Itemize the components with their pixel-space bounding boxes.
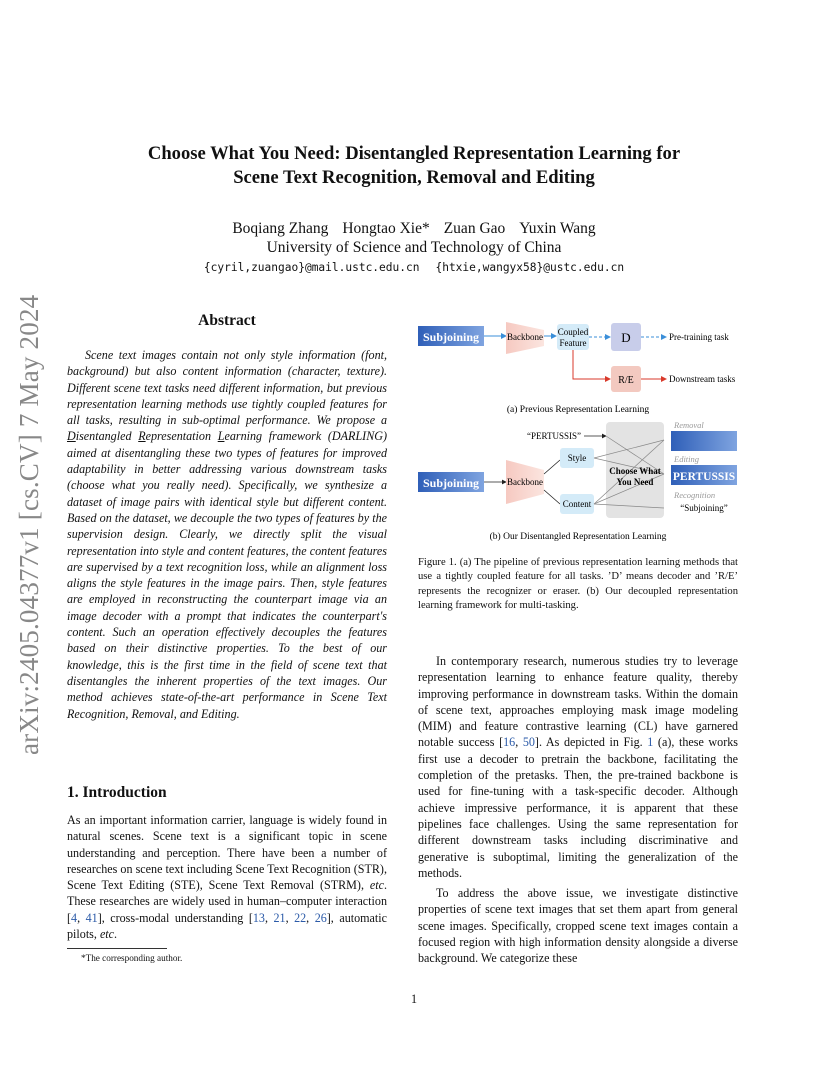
abstract-text-3: epresentation [145, 429, 218, 444]
citation-link[interactable]: 41 [85, 910, 98, 925]
prompt-label: “PERTUSSIS” [527, 431, 581, 441]
citation-link[interactable]: 26 [314, 910, 327, 925]
citation-link[interactable]: 16 [503, 735, 516, 750]
intro-text-3: ], cross-modal understanding [ [97, 910, 253, 925]
word-image-a-text: Subjoining [422, 330, 480, 344]
split-down [544, 490, 560, 504]
right-column-body [418, 653, 738, 967]
panel-a [418, 322, 736, 415]
recognition-output: “Subjoining” [680, 503, 728, 513]
email-2: {htxie,wangyx58}@ustc.edu.cn [435, 261, 625, 274]
style-label: Style [567, 453, 587, 463]
arxiv-stamp-container [12, 285, 48, 755]
subcaption-b: (b) Our Disentangled Representation Learning [489, 532, 667, 542]
acronym-d: D [67, 429, 76, 444]
choose-label-2: You Need [616, 477, 654, 487]
arrow-a5 [573, 350, 610, 379]
word-image-b-text: Subjoining [422, 476, 480, 490]
citation-link[interactable]: 21 [273, 910, 286, 925]
abstract-paragraph [67, 347, 387, 722]
split-up [544, 460, 560, 474]
right-paragraph-1: In contemporary research, numerous studies try to leverage representation learning to enhance feature quality, thereby improving performance in downstream tasks. Within the domain of scene text, approaches employing mask image modeling (MIM) and feature contrastive learning (CL) have garnered notable success [16, 50]. As depicted in Fig. 1 (a), these works first use a decoder to pretrain the backbone, facilitating the completion of the pretasks. Then, the pre-trained backbone is used for fine-tuning with a task-specific decoder. Although achieve impressive performance, it is apparent that these pipelines face challenges. Using the same representation for different downstream tasks including discriminative and generative is suboptimal, limiting the generalization of the methods. [418, 654, 738, 880]
footnote-rule [67, 948, 167, 949]
abstract-text-4: earning framework (DARLING) aimed at disentangling these two types of features for improved adaptability in better addressing various downstream tasks (choose what you really need). Specifically, we synthesize a dataset of image pairs with identical style but different content. Based on the dataset, we decouple the two types of features by the supervision design. Clearly, we directly split the visual representation into style and content features, the content features are supervised by a text recognition loss, while an alignment loss aligns the style features in the image pairs. Then, style features are employed in reconstructing the counterpart image via an image decoder with a prompt that indicates the counterpart's content. Such an operation effectively decouples the features based on their distinctive properties. To the best of our knowledge, this is the first time in the field of scene text that disentangles the inherent properties of the text images. Our method achieves state-of-the-art performance in Scene Text Recognition, Removal, and Editing. [67, 429, 388, 721]
author-3: Zuan Gao [443, 220, 506, 237]
intro-text-1: As an important information carrier, language is widely found in natural scenes. Scene text is a significant topic in scene understanding and perception. There have been a number of researches on scene text including Scene Text Recognition (STR), Scene Text Editing (STE), Scene Text Removal (STRM), [67, 813, 387, 893]
abstract-text-2: isentangled [75, 429, 139, 444]
abstract-body [67, 347, 387, 722]
coupled-label-2: Feature [559, 338, 587, 348]
figure-1-caption: Figure 1. (a) The pipeline of previous representation learning methods that use a tightly coupled feature for all tasks. ’D’ means decoder and ’R/E’ represents the recognizer or eraser. (b) Our decoupled representation learning framework for multi-tasking. [418, 557, 738, 611]
decoder-label: D [621, 330, 631, 345]
footnote: *The corresponding author. [81, 953, 183, 963]
recognition-label: Recognition [674, 490, 716, 500]
choose-label-1: Choose What [609, 466, 661, 476]
citation-sep: , [77, 910, 86, 925]
figure-1 [416, 318, 741, 546]
right-paragraph-2: To address the above issue, we investigate distinctive properties of scene text images that set them apart from general scene images. Specifically, cropped scene text images contain a focused region with high information density alongside a diverse background. We categorize these [418, 886, 738, 966]
subcaption-a: (a) Previous Representation Learning [506, 405, 650, 415]
citation-link[interactable]: 50 [522, 735, 535, 750]
backbone-a-label: Backbone [507, 332, 543, 342]
coupled-label-1: Coupled [557, 327, 589, 337]
paper-title [0, 142, 828, 190]
email-list [0, 260, 828, 276]
intro-text-5: . [114, 927, 118, 942]
right-text-1: In contemporary research, numerous studies try to leverage representation learning to enhance feature quality, thereby improving performance in downstream tasks. Within the domain of scene text, approaches employing mask image modeling (MIM) and feature contrastive learning (CL) have garnered notable success [ [418, 654, 738, 750]
pretrain-label: Pre-training task [669, 332, 729, 342]
section-heading-introduction: 1. Introduction [67, 784, 167, 801]
intro-etc-2: etc [99, 927, 115, 942]
backbone-b-label: Backbone [507, 477, 543, 487]
citation-link[interactable]: 4 [71, 910, 78, 925]
citation-link[interactable]: 22 [294, 910, 307, 925]
intro-etc-1: etc [369, 878, 384, 893]
editing-label: Editing [674, 454, 700, 464]
author-1: Boqiang Zhang [232, 220, 329, 237]
email-1: {cyril,zuangao}@mail.ustc.edu.cn [203, 261, 420, 274]
acronym-l: L [217, 429, 225, 444]
right-text-2: ]. As depicted in Fig. [534, 735, 648, 750]
downstream-label: Downstream tasks [669, 374, 736, 384]
removal-label: Removal [674, 420, 704, 430]
panel-b [418, 420, 737, 542]
figure-ref-link[interactable]: 1 [647, 735, 654, 750]
acronym-r: R [138, 429, 146, 444]
intro-text-2: . These researches are widely used in human–computer interaction [ [67, 878, 387, 925]
page-number: 1 [410, 992, 418, 1006]
right-text-3: (a), these works first use a decoder to pretrain the backbone, facilitating the completion of the pretasks. Then, the pre-trained backbone is used for fine-tuning with a task-specific decoder. Although achieve impressive performance, it is apparent that these pipelines face challenges. Using the same representation for different downstream tasks including discriminative and generative is suboptimal, limiting the generalization of the methods. [418, 735, 738, 880]
citation-link[interactable]: 13 [252, 910, 265, 925]
title-line-2: Scene Text Recognition, Removal and Editing [233, 167, 595, 188]
author-2: Hongtao Xie* [342, 220, 430, 237]
abstract-text-1: Scene text images contain not only style information (font, background) but also content information (character, texture). Different scene text tasks need different information, but previous representation learning methods use tightly coupled features for all tasks, resulting in sub-optimal performance. We propose a [67, 348, 387, 428]
affiliation: University of Science and Technology of China [266, 239, 562, 256]
author-list [0, 219, 828, 238]
abstract-heading: Abstract [198, 312, 256, 329]
editing-output-text: PERTUSSIS [672, 471, 736, 483]
intro-text-4: ], automatic pilots, [67, 910, 388, 942]
author-4: Yuxin Wang [519, 220, 596, 237]
content-label: Content [562, 499, 592, 509]
arxiv-stamp: arXiv:2405.04377v1 [cs.CV] 7 May 2024 [14, 294, 44, 755]
title-line-1: Choose What You Need: Disentangled Representation Learning for [147, 143, 681, 164]
intro-paragraph: As an important information carrier, language is widely found in natural scenes. Scene text is a significant topic in scene understanding and perception. There have been a number of researches on scene text including Scene Text Recognition (STR), Scene Text Editing (STE), Scene Text Removal (STRM), etc. These researches are widely used in human–computer interaction [4, 41], cross-modal understanding [13, 21, 22, 26], automatic pilots, etc. [67, 813, 388, 942]
intro-body [67, 812, 387, 942]
removal-output [671, 431, 737, 451]
re-label: R/E [618, 375, 634, 386]
